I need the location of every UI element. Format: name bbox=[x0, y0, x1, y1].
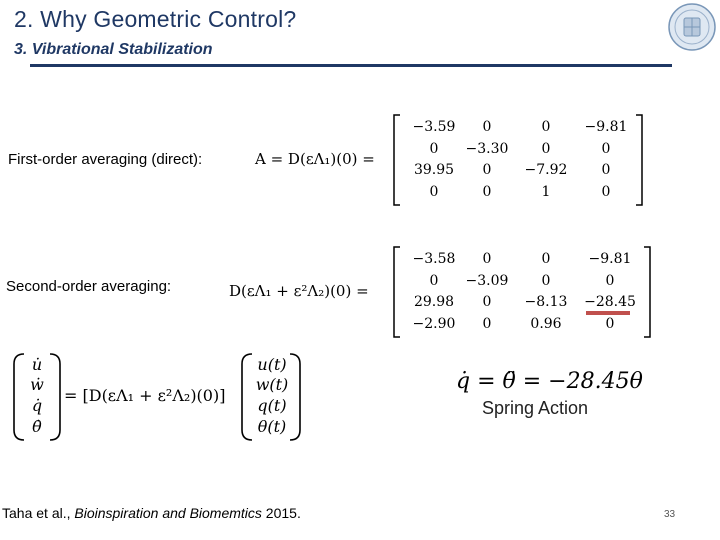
state-derivative-w: ẇ bbox=[30, 375, 44, 394]
state-theta: θ(t) bbox=[257, 417, 287, 436]
matrix-cell: 29.98 bbox=[413, 294, 455, 310]
matrix-cell: 0 bbox=[541, 272, 551, 289]
matrix-cell: 0 bbox=[429, 140, 439, 157]
slide-title: 2. Why Geometric Control? bbox=[14, 6, 297, 32]
spring-equation: q̇ = θ̈ = −28.45θ bbox=[456, 369, 643, 394]
spring-label: Spring Action bbox=[482, 398, 589, 418]
matrix-cell: 0 bbox=[482, 119, 492, 135]
state-q: q(t) bbox=[257, 396, 287, 415]
matrix-cell: −9.81 bbox=[588, 251, 632, 267]
matrix-cell: 0 bbox=[601, 140, 611, 157]
citation bbox=[2, 505, 301, 521]
second-order-lhs: D(εΛ₁ + ε²Λ₂)(0) = bbox=[229, 282, 369, 300]
matrix-cell: 39.95 bbox=[413, 162, 455, 178]
matrix-cell: −28.45 bbox=[584, 294, 636, 310]
matrix-cell: 0 bbox=[541, 140, 551, 157]
matrix-cell: 0.96 bbox=[530, 315, 562, 332]
state-operator: = [D(εΛ₁ + ε²Λ₂)(0)] bbox=[64, 386, 226, 405]
matrix-cell: −7.92 bbox=[524, 162, 568, 178]
state-derivative-q: q̇ bbox=[31, 396, 43, 415]
matrix-cell: 0 bbox=[482, 183, 492, 200]
state-u: u(t) bbox=[257, 355, 287, 374]
matrix-cell: −3.58 bbox=[412, 251, 456, 267]
state-derivative-u: u̇ bbox=[31, 355, 43, 374]
matrix-cell: 0 bbox=[541, 119, 551, 135]
citation-authors: Taha et al., bbox=[2, 505, 75, 521]
matrix-cell: 0 bbox=[601, 162, 611, 178]
second-order-label: Second-order averaging: bbox=[6, 278, 172, 295]
matrix-cell: 0 bbox=[541, 251, 551, 267]
matrix-cell: −3.59 bbox=[412, 119, 456, 135]
first-order-label: First-order averaging (direct): bbox=[8, 151, 203, 168]
matrix-cell: −2.90 bbox=[412, 315, 456, 332]
citation-journal: Bioinspiration and Biomemtics bbox=[74, 505, 262, 521]
matrix-cell: −8.13 bbox=[524, 294, 568, 310]
state-derivative-theta: θ̇ bbox=[32, 417, 42, 436]
matrix-cell: −9.81 bbox=[584, 119, 628, 135]
matrix-cell: 0 bbox=[601, 183, 611, 200]
matrix-cell: −3.09 bbox=[465, 272, 509, 289]
matrix-cell: 0 bbox=[482, 162, 492, 178]
state-w: w(t) bbox=[255, 375, 289, 394]
matrix-cell: 0 bbox=[429, 272, 439, 289]
matrix-cell: −3.30 bbox=[465, 140, 509, 157]
matrix-cell: 0 bbox=[605, 272, 615, 289]
citation-year: 2015. bbox=[261, 505, 301, 521]
matrix-cell: 1 bbox=[541, 183, 551, 200]
matrix-cell: 0 bbox=[429, 183, 439, 200]
matrix-cell: 0 bbox=[482, 315, 492, 332]
page-number: 33 bbox=[664, 509, 676, 520]
matrix-cell: 0 bbox=[605, 315, 615, 332]
slide-subtitle: 3. Vibrational Stabilization bbox=[14, 41, 213, 58]
first-order-lhs: A = D(εΛ₁)(0) = bbox=[255, 150, 375, 168]
matrix-cell: 0 bbox=[482, 251, 492, 267]
matrix-cell: 0 bbox=[482, 294, 492, 310]
